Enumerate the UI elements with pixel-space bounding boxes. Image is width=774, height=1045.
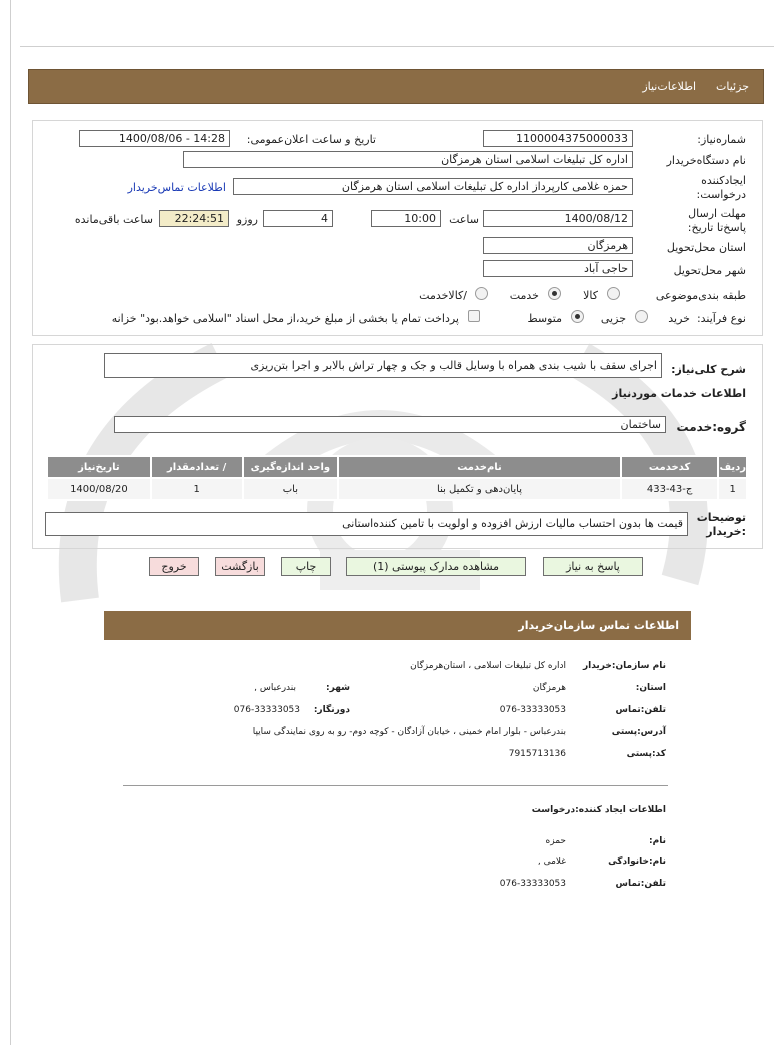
- category-service-label: خدمت: [509, 289, 539, 302]
- col-date: تاریخ‌نیاز: [47, 456, 151, 478]
- category-label: طبقه بندی‌موضوعی: [655, 289, 746, 302]
- cell-quantity: 1: [151, 478, 243, 500]
- creator-family-label: نام:خانوادگی: [608, 857, 666, 867]
- contact-fax: 076-33333053: [233, 705, 300, 715]
- contact-city-label: شهر:: [326, 683, 350, 693]
- creator-name-label: نام:: [649, 836, 666, 846]
- summary-label: شرح کلی‌نیاز:: [671, 363, 746, 376]
- col-name: نام‌خدمت: [338, 456, 621, 478]
- contact-org-label: نام سازمان:خریدار: [582, 661, 666, 671]
- contact-city: بندرعباس ,: [254, 683, 296, 693]
- creator-phone-label: تلفن:تماس: [615, 879, 666, 889]
- province-field: هرمزگان: [483, 237, 633, 254]
- table-row: [47, 478, 747, 500]
- contact-org: اداره کل تبلیغات اسلامی ، استان‌هرمزگان: [410, 661, 566, 671]
- city-label: شهر محل‌تحویل: [673, 264, 746, 277]
- cell-date: 1400/08/20: [47, 478, 151, 500]
- category-service-radio[interactable]: [548, 287, 561, 300]
- category-goods-radio[interactable]: [607, 287, 620, 300]
- col-quantity: / تعدادمقدار: [151, 456, 243, 478]
- services-title: اطلاعات خدمات موردنیاز: [612, 387, 746, 400]
- treasury-payment-checkbox[interactable]: [468, 310, 480, 322]
- page-frame-top: [20, 46, 774, 47]
- service-group-field: ساختمان: [114, 416, 666, 433]
- creator-label: ایجادکننده درخواست:: [696, 174, 746, 201]
- tab-details[interactable]: جزئیات: [716, 80, 749, 93]
- cell-row: 1: [718, 478, 747, 500]
- buyer-contact-bar: اطلاعات تماس سازمان‌خریدار: [104, 611, 691, 640]
- contact-province: هرمزگان: [532, 683, 566, 693]
- process-prefix: خرید: [668, 312, 690, 325]
- summary-field: اجرای سقف با شیب بندی همراه با وسایل قالب و جک و چهار تراش بالابر و اجرا بتن‌ریزی: [104, 353, 662, 378]
- col-code: کدخدمت: [621, 456, 719, 478]
- contact-address: بندرعباس - بلوار امام خمینی ، خیابان آزادگان - کوچه دوم- رو به روی نمایندگی سایپا: [252, 727, 566, 737]
- province-label: استان محل‌تحویل: [666, 241, 746, 254]
- buyer-field: اداره کل تبلیغات اسلامی استان هرمزگان: [183, 151, 633, 168]
- deadline-date-field: 1400/08/12: [483, 210, 633, 227]
- days-label: روزو: [236, 213, 258, 226]
- service-group-label: گروه:خدمت: [676, 420, 746, 434]
- process-medium-label: متوسط: [527, 312, 562, 325]
- process-label: نوع فرآیند:: [696, 312, 746, 325]
- contact-province-label: استان:: [635, 683, 666, 693]
- need-number-label: شماره‌نیاز:: [697, 133, 746, 146]
- col-row: ردیف: [718, 456, 747, 478]
- creator-phone: 076-33333053: [499, 879, 566, 889]
- cell-code: ج-43-433: [621, 478, 719, 500]
- back-button[interactable]: بازگشت: [215, 557, 265, 576]
- col-unit: واحد اندازه‌گیری: [243, 456, 339, 478]
- treasury-payment-note: پرداخت تمام یا بخشی از مبلغ خرید،از محل اسناد "اسلامی خواهد.بود" خزانه: [111, 312, 459, 325]
- contact-phone-label: تلفن:تماس: [615, 705, 666, 715]
- remaining-label: ساعت باقی‌مانده: [74, 213, 153, 226]
- cell-unit: باب: [243, 478, 339, 500]
- view-attachments-button[interactable]: مشاهده مدارک پیوستی (1): [346, 557, 526, 576]
- city-field: حاجی آباد: [483, 260, 633, 277]
- category-goods-service-radio[interactable]: [475, 287, 488, 300]
- process-medium-radio[interactable]: [571, 310, 584, 323]
- creator-family: غلامی ,: [537, 857, 566, 867]
- creator-info-title: اطلاعات ایجاد کننده:درخواست: [531, 805, 666, 815]
- buyer-notes-label: توضیحات :خریدار: [696, 511, 746, 538]
- remaining-time-field: 22:24:51: [159, 210, 229, 227]
- services-table: [46, 455, 748, 501]
- contact-address-label: آدرس:پستی: [611, 727, 666, 737]
- need-number-field: 1100004375000033: [483, 130, 633, 147]
- deadline-time-field: 10:00: [371, 210, 441, 227]
- buyer-contact-link[interactable]: اطلاعات تماس‌خریدار: [127, 181, 226, 194]
- process-minor-label: جزیی: [600, 312, 626, 325]
- creator-name: حمزه: [545, 836, 566, 846]
- deadline-label: مهلت ارسال پاسخ‌تا تاریخ:: [687, 207, 746, 234]
- page-frame-left: [10, 0, 11, 1045]
- buyer-notes-field: قیمت ها بدون احتساب مالیات ارزش افزوده و اولویت با تامین کننده‌استانی: [45, 512, 688, 536]
- print-button[interactable]: چاپ: [281, 557, 331, 576]
- contact-postal: 7915713136: [508, 749, 566, 759]
- days-field: 4: [263, 210, 333, 227]
- deadline-time-label: ساعت: [449, 213, 479, 226]
- category-goods-service-label: /کالاخدمت: [419, 289, 467, 302]
- contact-phone: 076-33333053: [499, 705, 566, 715]
- contact-fax-label: دورنگار:: [313, 705, 350, 715]
- contact-divider: [123, 785, 668, 786]
- header-bar: [28, 69, 764, 104]
- buyer-label: نام دستگاه‌خریدار: [666, 154, 746, 167]
- tab-need-info[interactable]: اطلاعات‌نیاز: [642, 80, 697, 93]
- reply-button[interactable]: پاسخ به نیاز: [543, 557, 643, 576]
- creator-field: حمزه غلامی کارپرداز اداره کل تبلیغات اسلامی استان هرمزگان: [233, 178, 633, 195]
- process-minor-radio[interactable]: [635, 310, 648, 323]
- cell-name: پایان‌دهی و تکمیل بنا: [338, 478, 621, 500]
- announce-field: 1400/08/06 - 14:28: [79, 130, 230, 147]
- contact-postal-label: کد:پستی: [626, 749, 666, 759]
- category-goods-label: کالا: [583, 289, 598, 302]
- exit-button[interactable]: خروج: [149, 557, 199, 576]
- announce-label: تاریخ و ساعت اعلان‌عمومی:: [246, 133, 376, 146]
